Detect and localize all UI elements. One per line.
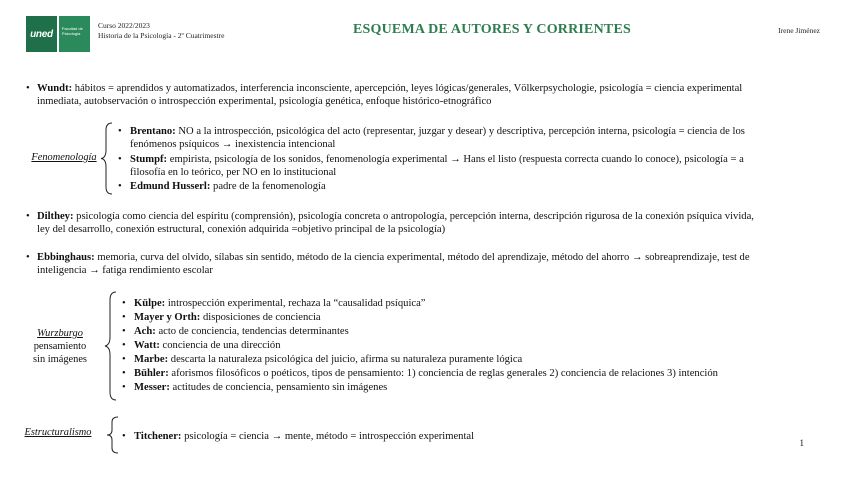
marbe-name: Marbe: [134, 354, 169, 365]
bullet-dot: • [122, 354, 126, 365]
page-number: 1 [799, 438, 804, 448]
estructuralismo-label [20, 426, 96, 439]
wurzburgo-brace [104, 291, 118, 401]
buhler-name: Bühler: [134, 368, 169, 379]
author-name: Irene Jiménez [778, 26, 820, 35]
bullet-dot: • [122, 382, 126, 393]
bullet-dot: • [118, 154, 122, 165]
brentano-line1: NO a la introspección, psicológica del acto (representar, juzgar y desear) y descriptiva, percepción interna, psicología = ciencia de los [178, 126, 745, 137]
course-year: Curso 2022/2023 [98, 21, 150, 30]
bullet-dot: • [118, 181, 122, 192]
wurzburgo-label-text: Wurzburgo [37, 328, 83, 339]
ebbinghaus-name: Ebbinghaus: [37, 252, 95, 263]
bullet-dot: • [122, 340, 126, 351]
bullet-dot: • [122, 431, 126, 442]
messer-name: Messer: [134, 382, 170, 393]
wurzburgo-label-line2: pensamiento [33, 341, 87, 352]
fenomenologia-label [26, 151, 102, 164]
titchener-name: Titchener: [134, 431, 182, 442]
stumpf-name: Stumpf: [130, 154, 168, 165]
stumpf-line2: filosofía en lo teórico, per NO en lo institucional [130, 167, 337, 178]
brentano-name: Brentano: [130, 126, 176, 137]
ach-text: acto de conciencia, tendencias determinantes [158, 326, 349, 337]
titchener-text: psicología = ciencia → mente, método = introspección experimental [184, 431, 475, 442]
marbe-text: descarta la naturaleza psicológica del juicio, afirma su naturaleza puramente lógica [170, 354, 523, 365]
page-title-text: ESQUEMA DE AUTORES Y CORRIENTES [353, 22, 631, 37]
kulpe-name: Külpe: [134, 298, 166, 309]
dilthey-name: Dilthey: [37, 211, 74, 222]
kulpe-text: introspección experimental, rechaza la “causalidad psíquica” [167, 298, 426, 309]
bullet-dot: • [118, 126, 122, 137]
logo-sub: Facultad de Psicología [59, 16, 90, 52]
wurzburgo-label [22, 327, 98, 366]
dilthey-line2: ley del desarrollo, conexión estructural, conexión adquirida =objetivo principal de la psicología) [37, 224, 446, 235]
husserl-line1: padre de la fenomenología [213, 181, 326, 192]
mayer-orth-text: disposiciones de conciencia [202, 312, 321, 323]
course-subject: Historia de la Psicología - 2º Cuatrimestre [98, 31, 225, 40]
estructuralismo-label-text: Estructuralismo [24, 427, 92, 438]
bullet-dot: • [122, 312, 126, 323]
brentano-line2: fenómenos psíquicos → inexistencia intencional [130, 139, 336, 150]
ebbinghaus-line1: memoria, curva del olvido, sílabas sin sentido, método de la ciencia experimental, método del aprendizaje, método del ahorro → sobreaprendizaje, test de [97, 252, 750, 263]
bullet-dot: • [26, 211, 30, 222]
watt-text: conciencia de una dirección [162, 340, 281, 351]
bullet-dot: • [26, 83, 30, 94]
messer-text: actitudes de conciencia, pensamiento sin imágenes [172, 382, 388, 393]
page-header [0, 0, 848, 60]
fenomenologia-brace [100, 122, 114, 195]
logo-main: uned [26, 16, 57, 52]
bullet-dot: • [122, 326, 126, 337]
page-title [0, 22, 848, 38]
fenomenologia-label-text: Fenomenología [31, 152, 97, 163]
ebbinghaus-line2: inteligencia → fatiga rendimiento escolar [37, 265, 213, 276]
bullet-dot: • [26, 252, 30, 263]
husserl-name: Edmund Husserl: [130, 181, 211, 192]
estructuralismo-brace [106, 416, 120, 454]
wundt-line2: inmediata, autobservación o introspección experimental, psicología genética, enfoque histórico-etnográfico [37, 96, 492, 107]
wundt-line1: hábitos = aprendidos y automatizados, interferencia inconsciente, apercepción, leyes lógicas/generales, Völkerpsychologie, psicología = ciencia experimental [74, 83, 743, 94]
dilthey-line1: psicología como ciencia del espíritu (comprensión), psicología concreta o antropología, percepción interna, descripción rigurosa de la conexión psíquica vivida, [76, 211, 754, 222]
ach-name: Ach: [134, 326, 156, 337]
wurzburgo-label-line3: sin imágenes [33, 354, 87, 365]
watt-name: Watt: [134, 340, 160, 351]
mayer-orth-name: Mayer y Orth: [134, 312, 201, 323]
bullet-dot: • [122, 298, 126, 309]
wundt-name: Wundt: [37, 83, 73, 94]
bullet-dot: • [122, 368, 126, 379]
stumpf-line1: empirista, psicología de los sonidos, fenomenología experimental → Hans el listo (respuesta correcta cuando lo conoce), psicología = a [169, 154, 744, 165]
buhler-text: aforismos filosóficos o poéticos, tipos de pensamiento: 1) conciencia de reglas generales 2) conciencia de relaciones 3) intención [171, 368, 718, 379]
